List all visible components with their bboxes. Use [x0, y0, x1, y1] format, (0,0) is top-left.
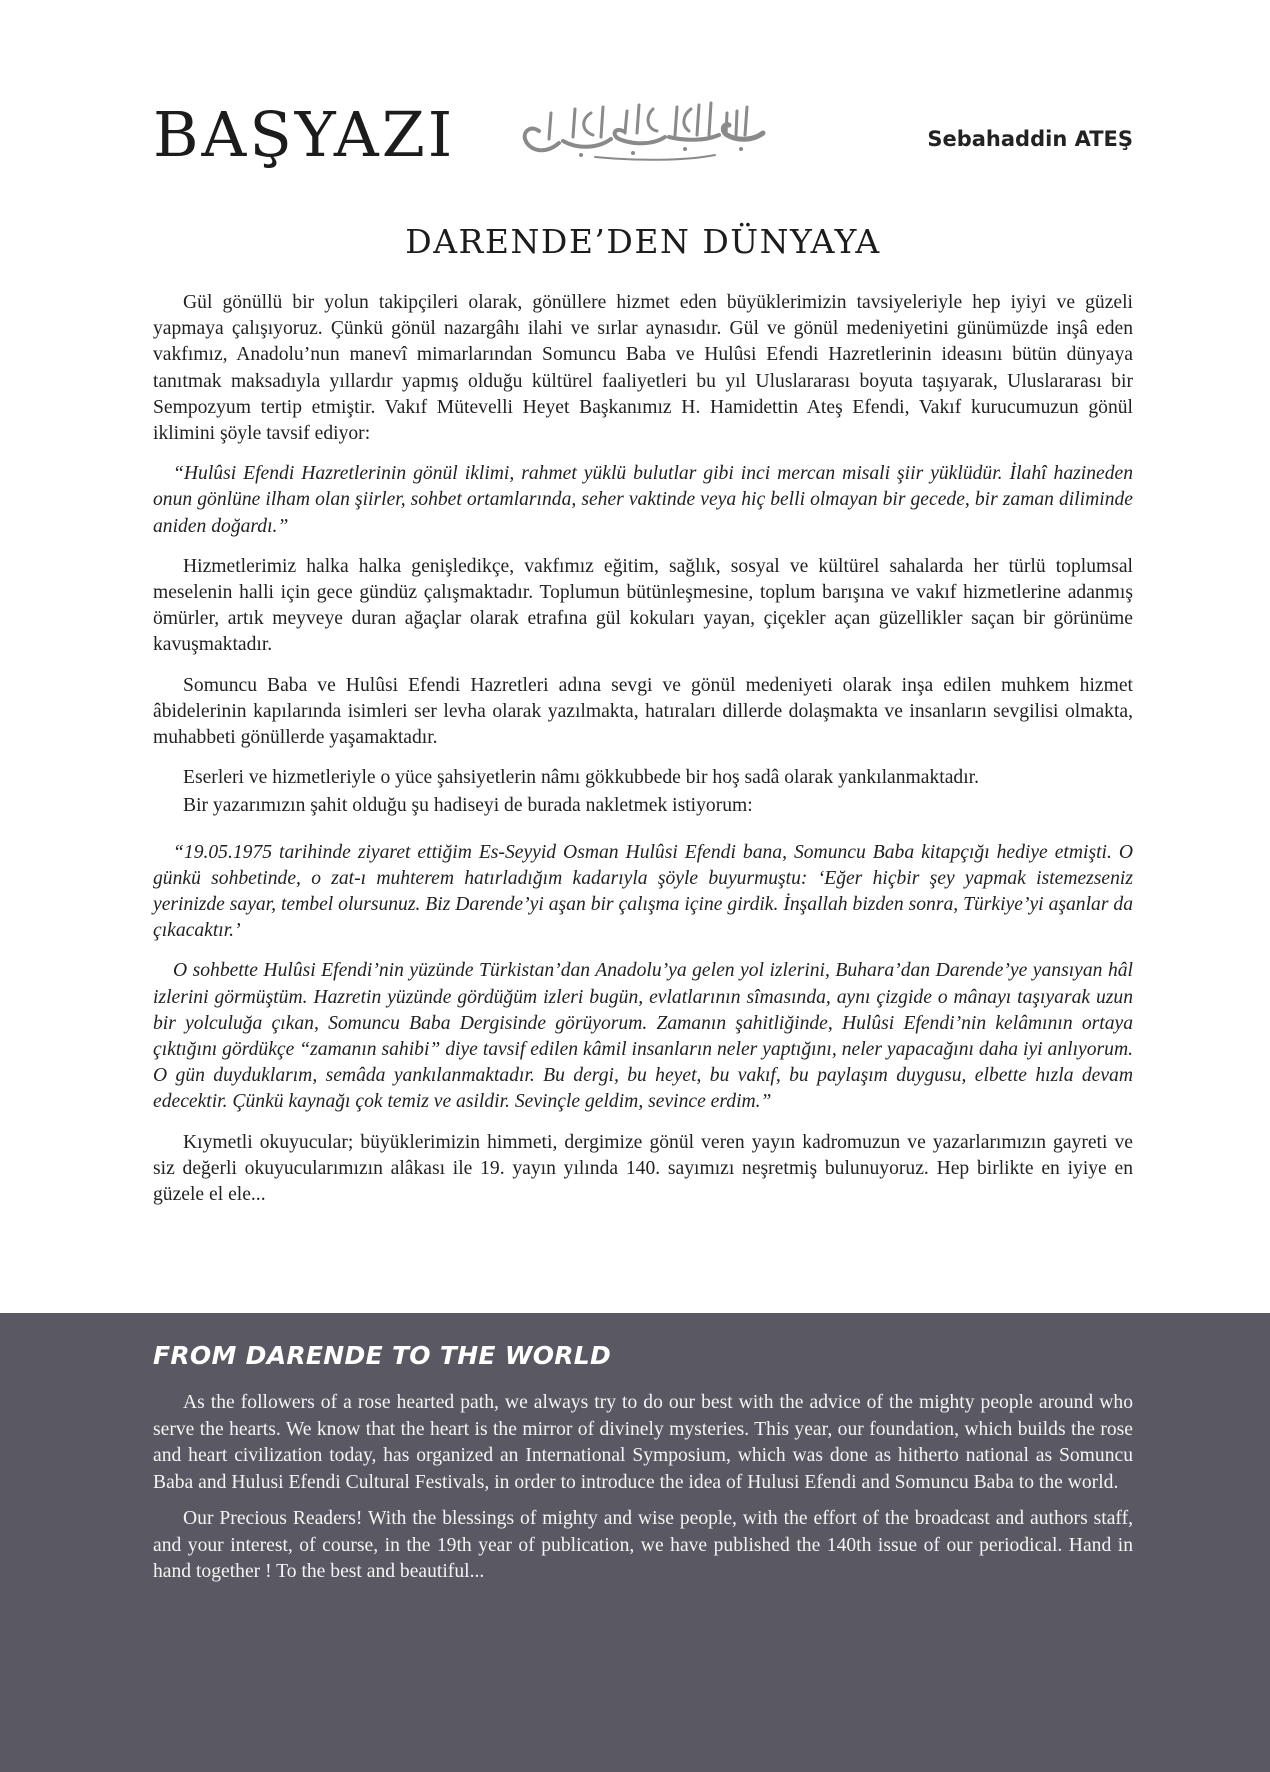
paragraph: Bir yazarımızın şahit olduğu şu hadiseyi de burada nakletmek istiyorum: — [183, 795, 753, 817]
paragraph: Eserleri ve hizmetleriyle o yüce şahsiyetlerin nâmı gökkubbede bir hoş sadâ olarak yankılanmaktadır. — [183, 767, 980, 789]
paragraph: Somuncu Baba ve Hulûsi Efendi Hazretleri adına sevgi ve gönül medeniyeti olarak inşa edilen muhkem hizmet âbidelerinin kapılarında isimleri ser levha olarak yazılmakta, hatıraları dillerde dolaşmakta ve insanların sevgilisi olmakta, muhabbeti gönüllerde yaşamaktadır. — [153, 674, 1133, 749]
quote-paragraph: “Hulûsi Efendi Hazretlerinin gönül iklimi, rahmet yüklü bulutlar gibi inci mercan misali şiir yüklüdür. İlahî hazineden onun gönlüne ilham olan şiirler, sohbet ortamlarında, seher vaktinde veya hiç belli olmayan bir gecede, bir zaman diliminde aniden doğardı.” — [153, 463, 1133, 537]
paragraph: As the followers of a rose hearted path, we always try to do our best with the advice of the mighty people around who serve the hearts. We know that the heart is the mirror of divinely mysteries. This year, our foundation, which builds the rose and heart civilization today, has organized an International Symposium, which was done as hitherto national as Somuncu Baba and Hulusi Efendi Cultural Festivals, in order to introduce the idea of Hulusi Efendi and Somuncu Baba to the world. — [153, 1392, 1133, 1493]
article-body — [153, 290, 1133, 1222]
paragraph: Hizmetlerimiz halka halka genişledikçe, vakfımız eğitim, sağlık, sosyal ve kültürel sahalarda her türlü toplumsal meselenin halli için gece gündüz çalışmaktadır. Toplumun bütünleşmesine, toplum barışına ve vakıf hizmetlerine adanmış ömürler, artık meyveye duran ağaçlar olarak etrafına gül kokuları yayan, çiçekler açan güzellikler saçan bir görünüme kavuşmaktadır. — [153, 555, 1133, 656]
article-title: DARENDE’DEN DÜNYAYA — [405, 222, 881, 261]
paragraph: Kıymetli okuyucular; büyüklerimizin himmeti, dergimize gönül veren yayın kadromuzun ve yazarlarımızın gayreti ve siz değerli okuyucularımızın alâkası ile 19. yayın yılında 140. sayımızı neşretmiş bulunuyoruz. Hep birlikte en iyiye en güzele el ele... — [153, 1131, 1133, 1206]
paragraph: Our Precious Readers! With the blessings of mighty and wise people, with the effort of the broadcast and authors staff, and your interest, of course, in the 19th year of publication, we have published the 140th issue of our periodical. Hand in hand together ! To the best and beautiful... — [153, 1508, 1133, 1582]
english-body — [153, 1390, 1133, 1596]
page-header — [153, 95, 1133, 185]
author-name: Sebahaddin ATEŞ — [927, 127, 1133, 151]
quote-paragraph: O sohbette Hulûsi Efendi’nin yüzünde Türkistan’dan Anadolu’ya gelen yol izlerini, Buhara’dan Darende’ye yansıyan hâl izlerini görmüştüm. Hazretin yüzünde gördüğüm izleri bugün, evlatlarının sîmasında, aynı çizgide o mânayı taşıyarak uzun bir yolculuğa çıkan, Somuncu Baba Dergisinde görüyorum. Zamanın şahitliğinde, Hulûsi Efendi’nin kelâmının ortaya çıktığını gördükçe “zamanın sahibi” diye tavsif edilen kâmil insanların neler yaptığını, neler yapacağını daha iyi anlıyorum. O gün duyduklarım, semâda yankılanmaktadır. Bu dergi, bu heyet, bu vakıf, bu paylaşım duygusu, elbette hızla devam edecektir. Çünkü kaynağı çok temiz ve asildir. Sevinçle geldim, sevince erdim.” — [153, 960, 1133, 1113]
english-title: FROM DARENDE TO THE WORLD — [153, 1341, 612, 1370]
basmala-calligraphy-icon — [515, 95, 775, 175]
paragraph: Gül gönüllü bir yolun takipçileri olarak, gönüllere hizmet eden büyüklerimizin tavsiyeleriyle hep iyiyi ve güzeli yapmaya çalışıyoruz. Çünkü gönül nazargâhı ilahi ve sırlar aynasıdır. Gül ve gönül medeniyetini günümüzde inşâ eden vakfımız, Anadolu’nun manevî mimarlarından Somuncu Baba ve Hulûsi Efendi Hazretlerinin ideasını bütün dünyaya tanıtmak maksadıyla yıllardır yapmış olduğu kültürel faaliyetleri bu yıl Uluslararası boyuta taşıyarak, Uluslararası bir Sempozyum tertip etmiştir. Vakıf Mütevelli Heyet Başkanımız H. Hamidettin Ateş Efendi, Vakıf kurucumuzun gönül iklimini şöyle tavsif ediyor: — [153, 292, 1133, 445]
section-title: BAŞYAZI — [153, 98, 456, 171]
english-summary-panel — [0, 1313, 1270, 1772]
quote-paragraph: “19.05.1975 tarihinde ziyaret ettiğim Es-Seyyid Osman Hulûsi Efendi bana, Somuncu Baba kitapçığı hediye etmişti. O günkü sohbetinde, o zat-ı muhterem hatırladığım kadarıyla şöyle buyurmuştu: ‘Eğer hiçbir şey yapmak istemezseniz yerinizde sayar, tembel olursunuz. Biz Darende’yi aşan bir çalışma içine girdik. İnşallah bizden sonra, Türkiye’yi aşanlar da çıkacaktır.’ — [153, 841, 1133, 942]
